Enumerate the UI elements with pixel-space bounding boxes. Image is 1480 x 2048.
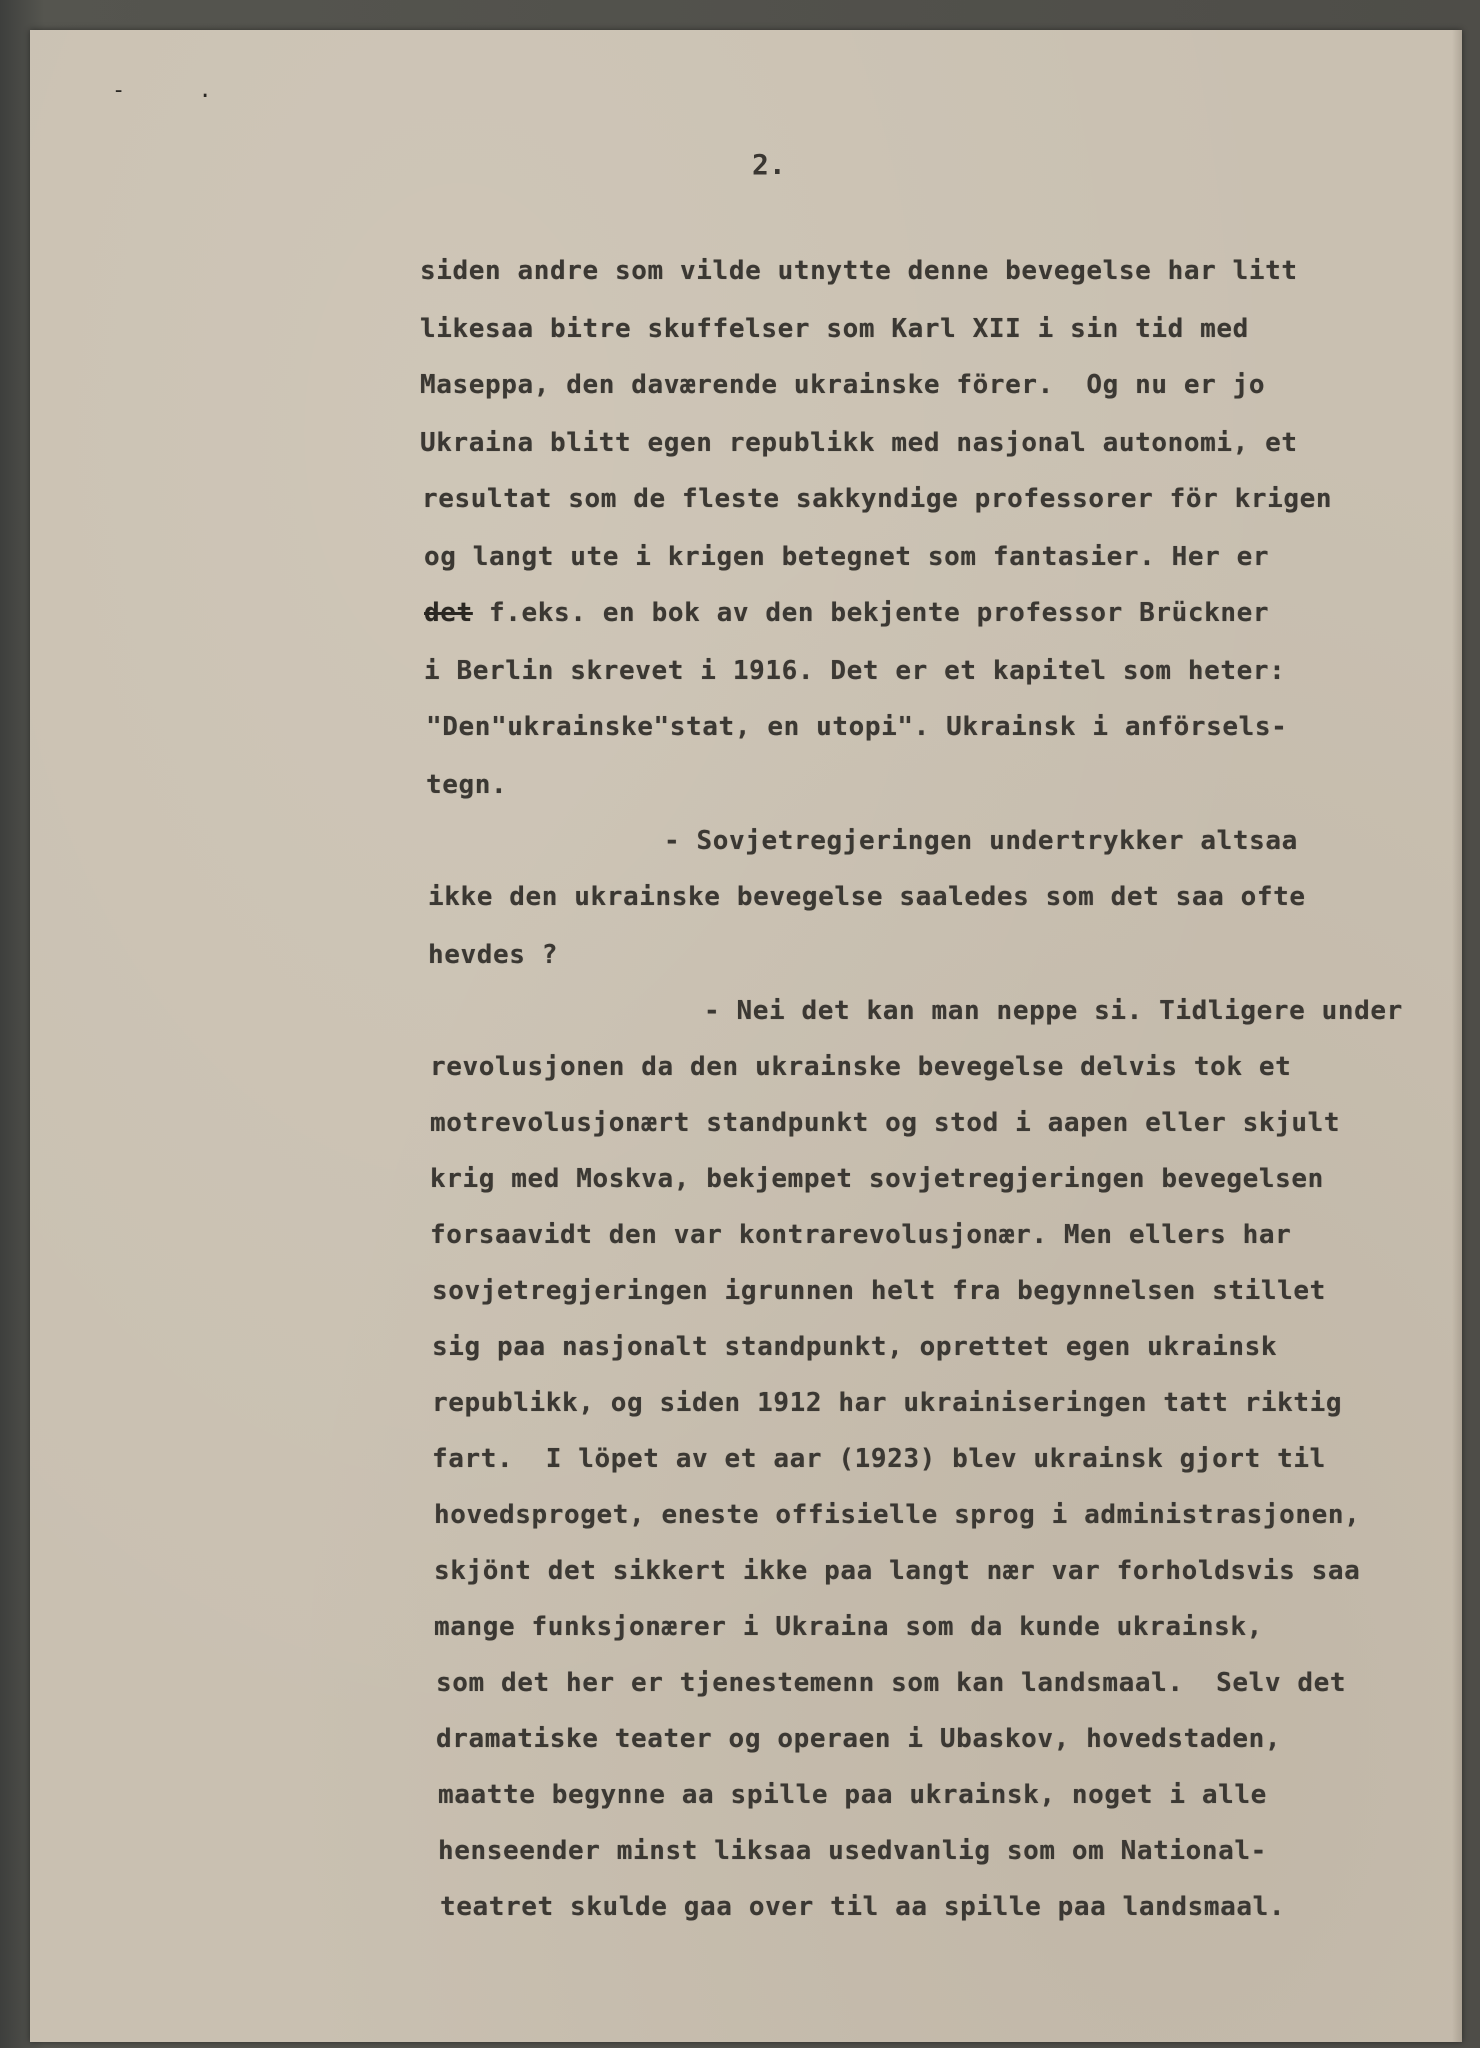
text-line: republikk, og siden 1912 har ukrainiseringen tatt riktig: [432, 1388, 1343, 1418]
text-line: skjönt det sikkert ikke paa langt nær var forholdsvis saa: [434, 1556, 1361, 1586]
text-line: teatret skulde gaa over til aa spille paa landsmaal.: [440, 1892, 1286, 1922]
text-line: motrevolusjonært standpunkt og stod i aapen eller skjult: [430, 1108, 1341, 1138]
text-line: maatte begynne aa spille paa ukrainsk, noget i alle: [438, 1780, 1267, 1810]
text-line: fart. I löpet av et aar (1923) blev ukrainsk gjort til: [432, 1444, 1326, 1474]
text-line: likesaa bitre skuffelser som Karl XII i sin tid med: [420, 314, 1249, 344]
text-line: Maseppa, den daværende ukrainske förer. Og nu er jo: [420, 370, 1266, 400]
margin-marks: - .: [112, 78, 242, 103]
text-line: sovjetregjeringen igrunnen helt fra begynnelsen stillet: [432, 1276, 1326, 1306]
text-line: krig med Moskva, bekjempet sovjetregjeringen bevegelsen: [430, 1164, 1324, 1194]
text-line: "Den"ukrainske"stat, en utopi". Ukrainsk i anförsels-: [426, 712, 1288, 742]
text-line: Ukraina blitt egen republikk med nasjonal autonomi, et: [420, 428, 1298, 458]
text-line: hevdes ?: [428, 940, 559, 970]
answer-line: - Nei det kan man neppe si. Tidligere under: [704, 996, 1403, 1026]
text-line: siden andre som vilde utnytte denne bevegelse har litt: [420, 256, 1298, 286]
text-line: mange funksjonærer i Ukraina som da kunde ukrainsk,: [434, 1612, 1263, 1642]
text-line: forsaavidt den var kontrarevolusjonær. Men ellers har: [430, 1220, 1292, 1250]
text-line: tegn.: [426, 770, 508, 800]
text-line: dramatiske teater og operaen i Ubaskov, hovedstaden,: [436, 1724, 1282, 1754]
text-line: i Berlin skrevet i 1916. Det er et kapitel som heter:: [424, 656, 1286, 686]
text-line: sig paa nasjonalt standpunkt, oprettet egen ukrainsk: [432, 1332, 1278, 1362]
text-line: revolusjonen da den ukrainske bevegelse delvis tok et: [430, 1052, 1292, 1082]
text-line-with-strikeout: [424, 598, 1269, 628]
text-line: resultat som de fleste sakkyndige professorer för krigen: [422, 484, 1333, 514]
question-line: - Sovjetregjeringen undertrykker altsaa: [664, 826, 1298, 856]
struck-word: det: [424, 598, 473, 628]
text-line: som det her er tjenestemenn som kan landsmaal. Selv det: [436, 1668, 1347, 1698]
text-line-rest: f.eks. en bok av den bekjente professor Brückner: [489, 598, 1270, 628]
page-number: 2.: [752, 148, 786, 181]
text-line: og langt ute i krigen betegnet som fantasier. Her er: [424, 542, 1270, 572]
text-line: henseender minst liksaa usedvanlig som om National-: [438, 1836, 1267, 1866]
text-line: hovedsproget, eneste offisielle sprog i administrasjonen,: [434, 1500, 1361, 1530]
text-line: ikke den ukrainske bevegelse saaledes som det saa ofte: [428, 882, 1306, 912]
